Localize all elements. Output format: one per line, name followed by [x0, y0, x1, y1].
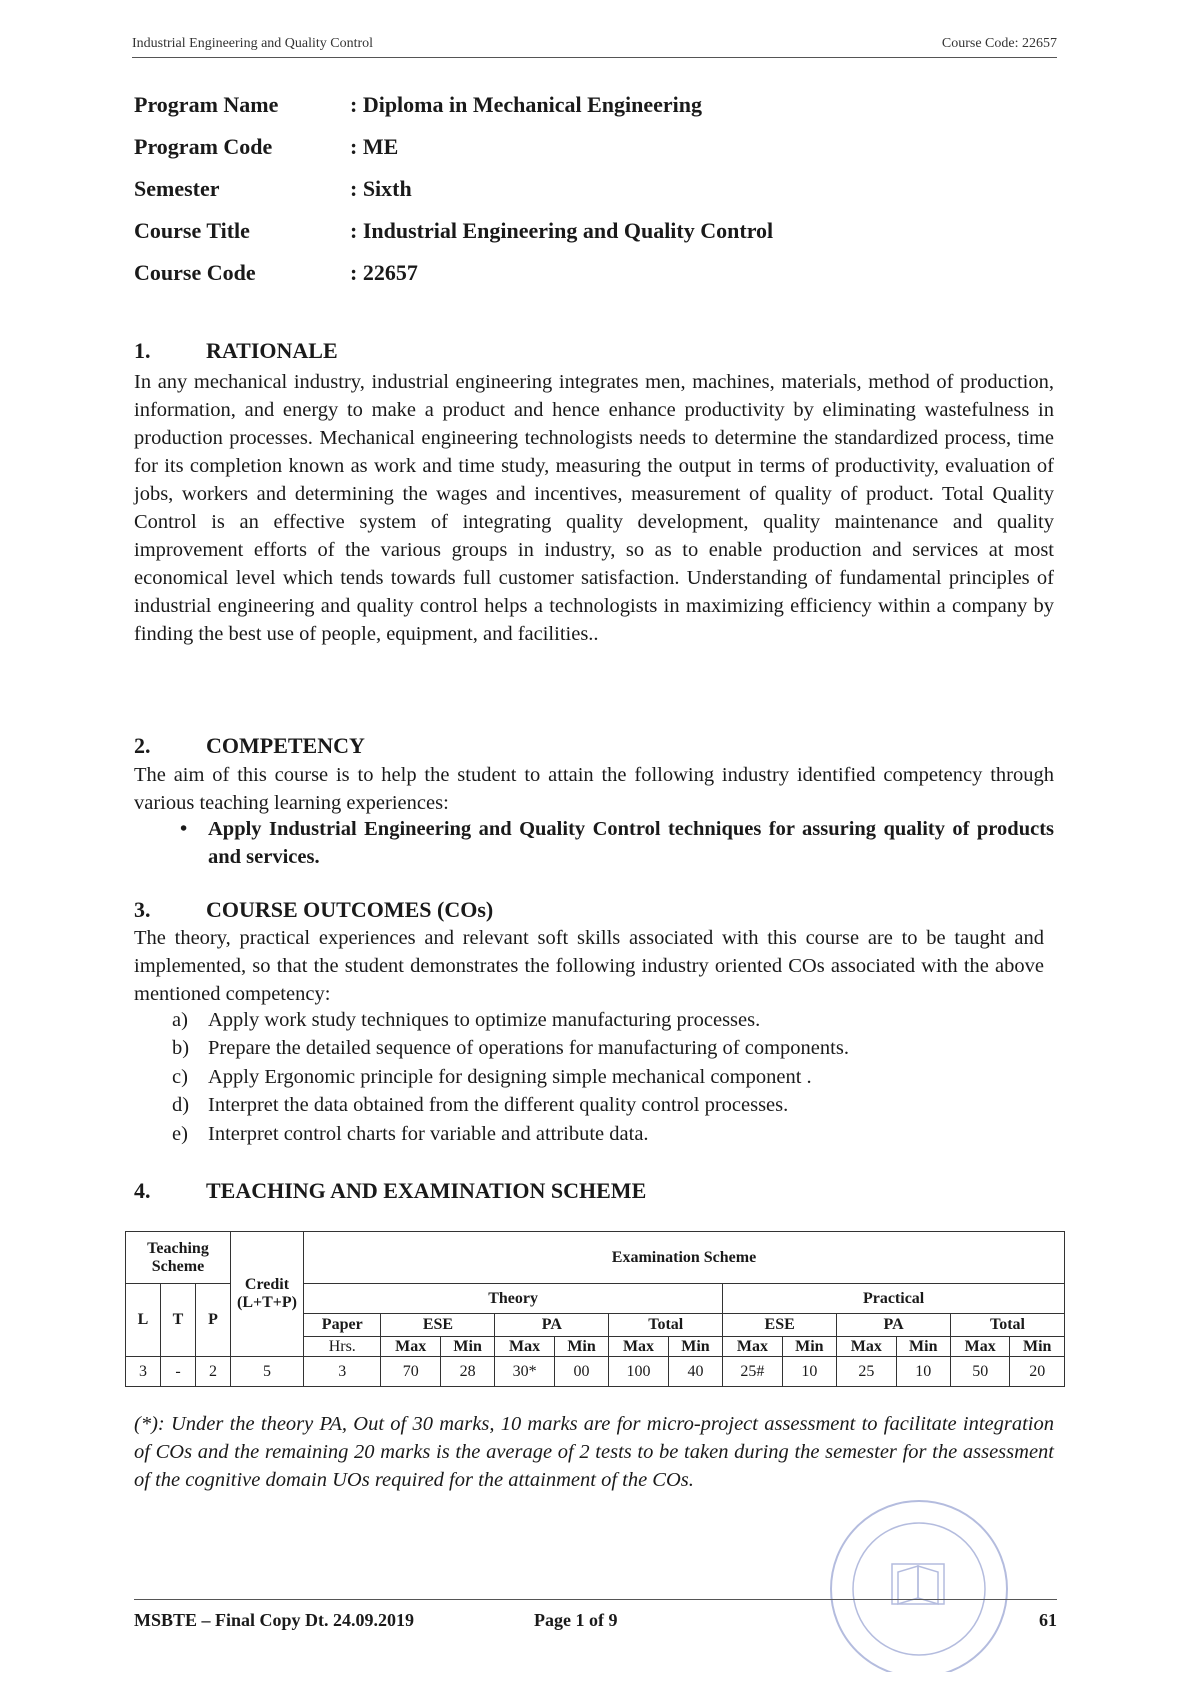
section-title: COURSE OUTCOMES (COs): [206, 897, 494, 922]
info-value: : Sixth: [350, 176, 412, 201]
cell-theory-pa-max: 30*: [495, 1357, 554, 1387]
section-heading-outcomes: [134, 897, 493, 923]
examination-scheme-header: Examination Scheme: [304, 1232, 1065, 1284]
hrs-header: Hrs.: [304, 1337, 381, 1357]
list-item: [172, 1063, 849, 1092]
cell-theory-total-min: 40: [668, 1357, 723, 1387]
info-row-semester: [134, 168, 773, 210]
cell-practical-pa-min: 10: [896, 1357, 951, 1387]
bullet-icon: •: [180, 818, 188, 840]
credit-header: Credit (L+T+P): [231, 1232, 304, 1357]
theory-total-header: Total: [609, 1314, 723, 1337]
list-text: Prepare the detailed sequence of operations for manufacturing of components.: [208, 1037, 849, 1060]
info-row-program-name: [134, 84, 773, 126]
running-header: [132, 35, 1057, 58]
info-row-program-code: [134, 126, 773, 168]
max-header: Max: [723, 1337, 782, 1357]
cell-l: 3: [126, 1357, 161, 1387]
min-header: Min: [1010, 1337, 1065, 1357]
min-header: Min: [896, 1337, 951, 1357]
list-item: [172, 1006, 849, 1035]
list-text: Apply Ergonomic principle for designing simple mechanical component .: [208, 1065, 812, 1088]
program-info: [134, 84, 773, 294]
cell-credit: 5: [231, 1357, 304, 1387]
footer-copy-date: MSBTE – Final Copy Dt. 24.09.2019: [134, 1610, 415, 1630]
practical-ese-header: ESE: [723, 1314, 837, 1337]
max-header: Max: [609, 1337, 668, 1357]
section-number: 3.: [134, 897, 151, 922]
list-marker: c): [172, 1065, 188, 1088]
info-label: Course Code: [134, 260, 256, 285]
section-title: COMPETENCY: [206, 733, 365, 758]
section-title: TEACHING AND EXAMINATION SCHEME: [206, 1178, 647, 1203]
cell-theory-ese-min: 28: [440, 1357, 495, 1387]
paper-header: Paper: [304, 1314, 381, 1337]
info-row-course-title: [134, 210, 773, 252]
list-marker: d): [172, 1094, 190, 1117]
footer-sheet-number: 61: [1039, 1610, 1057, 1630]
scheme-table: [125, 1231, 1065, 1387]
section-number: 4.: [134, 1178, 151, 1203]
list-marker: e): [172, 1122, 188, 1145]
section-heading-scheme: [134, 1178, 646, 1204]
cell-p: 2: [196, 1357, 231, 1387]
page-footer: [134, 1599, 1057, 1630]
section-number: 2.: [134, 733, 151, 758]
lecture-header: L: [126, 1284, 161, 1357]
section-heading-competency: [134, 733, 365, 759]
outcomes-paragraph: The theory, practical experiences and relevant soft skills associated with this course are to be taught and implemented, so that the student demonstrates the following industry oriented COs associated with the above mentioned competency:: [134, 927, 1044, 1005]
section-title: RATIONALE: [206, 338, 338, 363]
list-marker: b): [172, 1037, 190, 1060]
min-header: Min: [440, 1337, 495, 1357]
footer-page-number: Page 1 of 9: [534, 1610, 618, 1630]
theory-ese-header: ESE: [381, 1314, 495, 1337]
cell-paper-hrs: 3: [304, 1357, 381, 1387]
cell-theory-ese-max: 70: [381, 1357, 440, 1387]
outcomes-list: [172, 1006, 849, 1149]
info-label: Course Title: [134, 218, 250, 243]
cell-practical-ese-min: 10: [782, 1357, 837, 1387]
practical-total-header: Total: [951, 1314, 1065, 1337]
info-label: Semester: [134, 176, 220, 201]
info-label: Program Code: [134, 134, 273, 159]
cell-practical-total-min: 20: [1010, 1357, 1065, 1387]
section-number: 1.: [134, 338, 151, 363]
info-label: Program Name: [134, 92, 279, 117]
list-text: Interpret control charts for variable and attribute data.: [208, 1122, 649, 1145]
practical-pa-header: PA: [837, 1314, 951, 1337]
competency-paragraph: The aim of this course is to help the student to attain the following industry identified competency through various teaching learning experiences:: [134, 764, 1054, 814]
list-text: Apply work study techniques to optimize manufacturing processes.: [208, 1008, 761, 1031]
competency-bullet: [180, 815, 1054, 871]
list-marker: a): [172, 1008, 188, 1031]
info-value: : 22657: [350, 260, 418, 285]
rationale-paragraph: In any mechanical industry, industrial engineering integrates men, machines, materials, method of production, information, and energy to make a product and hence enhance productivity by eliminating wastefulness in production processes. Mechanical engineering technologists needs to determine the standardized process, time for its completion known as work and time study, measuring the output in terms of productivity, evaluation of jobs, workers and determining the wages and incentives, measurement of quality of product. Total Quality Control is an effective system of integrating quality development, quality maintenance and quality improvement efforts of the various groups in industry, so as to enable production and services at most economical level which tends towards full customer satisfaction. Understanding of fundamental principles of industrial engineering and quality control helps a technologists in maximizing efficiency within a company by finding the best use of people, equipment, and facilities..: [134, 371, 1054, 645]
min-header: Min: [554, 1337, 609, 1357]
theory-pa-header: PA: [495, 1314, 609, 1337]
list-text: Interpret the data obtained from the different quality control processes.: [208, 1094, 789, 1117]
section-heading-rationale: [134, 338, 338, 364]
header-course-name: Industrial Engineering and Quality Control: [132, 36, 374, 51]
cell-practical-ese-max: 25#: [723, 1357, 782, 1387]
max-header: Max: [381, 1337, 440, 1357]
msbte-seal-stamp: [814, 1494, 1024, 1672]
min-header: Min: [782, 1337, 837, 1357]
info-value: : Diploma in Mechanical Engineering: [350, 92, 702, 117]
min-header: Min: [668, 1337, 723, 1357]
competency-text: Apply Industrial Engineering and Quality Control techniques for assuring quality of products and services.: [208, 818, 1054, 868]
list-item: [172, 1120, 849, 1149]
info-value: : ME: [350, 134, 399, 159]
list-item: [172, 1035, 849, 1064]
practical-header: Practical: [723, 1284, 1065, 1314]
theory-header: Theory: [304, 1284, 723, 1314]
max-header: Max: [837, 1337, 896, 1357]
info-row-course-code: [134, 252, 773, 294]
teaching-scheme-header: Teaching Scheme: [126, 1232, 231, 1284]
list-item: [172, 1092, 849, 1121]
cell-theory-pa-min: 00: [554, 1357, 609, 1387]
header-course-code: Course Code: 22657: [941, 36, 1057, 51]
info-value: : Industrial Engineering and Quality Control: [350, 218, 774, 243]
cell-practical-total-max: 50: [951, 1357, 1010, 1387]
max-header: Max: [495, 1337, 554, 1357]
tutorial-header: T: [161, 1284, 196, 1357]
max-header: Max: [951, 1337, 1010, 1357]
table-row: [126, 1357, 1065, 1387]
cell-theory-total-max: 100: [609, 1357, 668, 1387]
cell-practical-pa-max: 25: [837, 1357, 896, 1387]
cell-t: -: [161, 1357, 196, 1387]
practical-hours-header: P: [196, 1284, 231, 1357]
theory-pa-note: (*): Under the theory PA, Out of 30 marks, 10 marks are for micro-project assessment to facilitate integration of COs and the remaining 20 marks is the average of 2 tests to be taken during the semester for the assessment of the cognitive domain UOs required for the attainment of the COs.: [134, 1413, 1054, 1491]
